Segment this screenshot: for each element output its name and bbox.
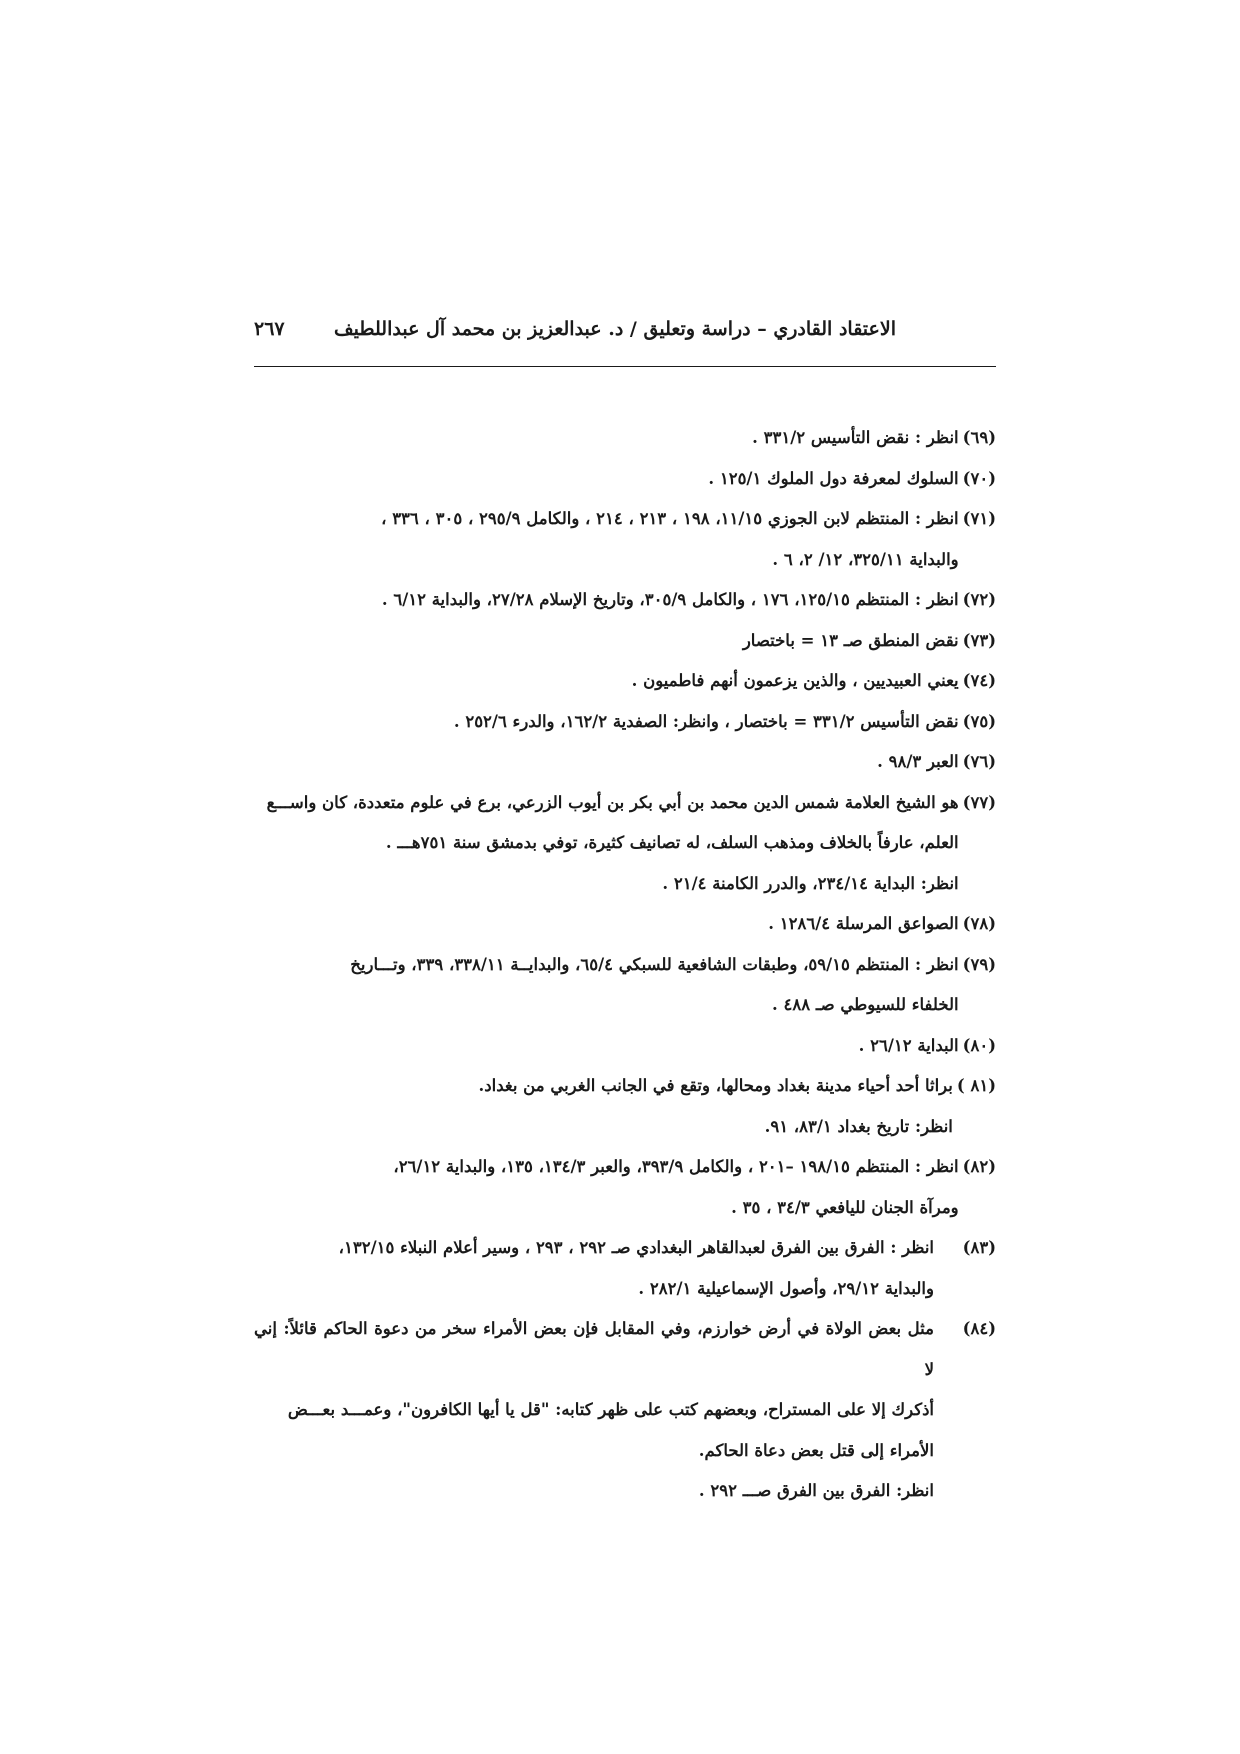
footnote-73 [254,621,996,662]
footnote-69 [254,418,996,459]
page-number: ٢٦٧ [254,318,285,340]
footnote-number: (٧١) [962,509,996,528]
footnote-body [254,621,959,662]
footnote-line: براثا أحد أحياء مدينة بغداد ومحالها، وتقع في الجانب الغربي من بغداد. [478,1076,953,1095]
footnote-line: نقض التأسيس ٣٣١/٢ = باختصار ، وانظر: الصفدية ١٦٢/٢، والدرء ٢٥٢/٦ . [453,711,959,731]
footnote-line: انظر: تاريخ بغداد ٨٣/١، ٩١. [764,1116,953,1136]
footnote-line: انظر : المنتظم ١٩٨/١٥ –٢٠١ ، والكامل ٣٩٣/٩، والعبر ١٣٤/٣، ١٣٥، والبداية ٢٦/١٢، [393,1157,959,1176]
footnote-line: الأمراء إلى قتل بعض دعاة الحاكم. [698,1440,934,1460]
footnote-body [254,783,959,905]
header-rule [254,366,996,367]
footnote-number: (٨٢) [962,1157,996,1176]
footnote-line: العبر ٩٨/٣ . [877,752,959,771]
footnote-line: انظر: الفرق بين الفرق صـــ ٢٩٢ . [698,1481,934,1500]
footnote-line: انظر : المنتظم ٥٩/١٥، وطبقات الشافعية للسبكي ٦٥/٤، والبدايــة ٣٣٨/١١، ٣٣٩، وتـــاريخ [350,954,959,974]
footnote-line: أذكرك إلا على المستراح، وبعضهم كتب على ظهر كتابه: "قل يا أيها الكافرون"، وعمـــد بعـــض [287,1400,934,1419]
footnote-number: (٨١ ) [956,1076,996,1095]
footnote-number: (٧٥) [962,711,996,731]
footnote-76 [254,742,996,783]
footnote-number: (٧٨) [962,914,996,933]
footnote-line: انظر : المنتظم ١٢٥/١٥، ١٧٦ ، والكامل ٣٠٥/٩، وتاريخ الإسلام ٢٧/٢٨، والبداية ٦/١٢ . [381,590,959,609]
footnote-line: الخلفاء للسيوطي صـ ٤٨٨ . [772,995,959,1014]
footnote-number: (٧٤) [962,671,996,690]
footnote-number: (٨٤) [962,1319,996,1338]
footnote-line: والبداية ٣٢٥/١١، ١٢/ ٢، ٦ . [772,549,959,569]
footnote-body [254,1309,934,1512]
footnote-81 [254,1066,996,1147]
footnote-78 [254,904,996,945]
footnote-line: نقض المنطق صـ ١٣ = باختصار [742,630,959,650]
footnote-number: (٧٠) [962,468,996,488]
footnote-body [254,459,959,500]
footnote-75 [254,702,996,743]
footnote-line: البداية ٢٦/١٢ . [858,1035,959,1055]
footnote-79 [254,945,996,1026]
footnote-83 [254,1228,996,1309]
footnote-70 [254,459,996,500]
footnote-line: انظر : الفرق بين الفرق لعبدالقاهر البغدادي صـ ٢٩٢ ، ٢٩٣ ، وسير أعلام النبلاء ١٣٢/١٥، [338,1238,934,1257]
footnote-line: يعني العبيديين ، والذين يزعمون أنهم فاطميون . [631,671,959,690]
footnote-number: (٧٧) [962,792,996,812]
footnote-84 [254,1309,996,1512]
footnote-80 [254,1026,996,1067]
footnote-body [254,580,959,621]
footnote-body [254,1066,953,1147]
footnote-82 [254,1147,996,1228]
footnote-line: ومرآة الجنان لليافعي ٣٤/٣ ، ٣٥ . [731,1197,959,1217]
footnote-line: انظر: البداية ٢٣٤/١٤، والدرر الكامنة ٢١/٤ . [662,873,959,893]
footnote-number: (٦٩) [962,428,996,447]
footnote-line: هو الشيخ العلامة شمس الدين محمد بن أبي بكر بن أيوب الزرعي، برع في علوم متعددة، كان واســـع [266,792,959,812]
footnote-number: (٧٦) [962,752,996,771]
footnote-line: والبداية ٢٩/١٢، وأصول الإسماعيلية ٢٨٢/١ . [638,1278,934,1298]
footnote-body [254,1147,959,1228]
footnote-body [254,499,959,580]
footnote-line: السلوك لمعرفة دول الملوك ١٢٥/١ . [708,468,959,488]
footnote-number: (٧٣) [962,630,996,650]
footnote-line: انظر : المنتظم لابن الجوزي ١١/١٥، ١٩٨ ، ٢١٣ ، ٢١٤ ، والكامل ٢٩٥/٩ ، ٣٠٥ ، ٣٣٦ ، [381,509,959,528]
footnote-74 [254,661,996,702]
running-title: الاعتقاد القادري – دراسة وتعليق / د. عبدالعزيز بن محمد آل عبداللطيف [334,318,896,340]
footnotes-list [254,418,996,1512]
footnote-number: (٨٣) [962,1238,996,1257]
footnote-72 [254,580,996,621]
footnote-body [254,418,959,459]
footnote-body [254,702,959,743]
footnote-line: مثل بعض الولاة في أرض خوارزم، وفي المقابل فإن بعض الأمراء سخر من دعوة الحاكم قائلاً: إني لا [254,1319,934,1379]
footnote-body [254,661,959,702]
footnote-number: (٧٩) [962,954,996,974]
footnote-body [254,945,959,1026]
footnote-number: (٧٢) [962,590,996,609]
footnote-body [254,1228,934,1309]
footnote-77 [254,783,996,905]
footnote-body [254,742,959,783]
footnote-71 [254,499,996,580]
footnote-number: (٨٠) [962,1035,996,1055]
running-header [254,318,996,358]
footnote-line: انظر : نقض التأسيس ٣٣١/٢ . [752,428,959,447]
footnote-body [254,1026,959,1067]
footnote-line: الصواعق المرسلة ١٢٨٦/٤ . [768,914,959,933]
footnote-line: العلم، عارفاً بالخلاف ومذهب السلف، له تصانيف كثيرة، توفي بدمشق سنة ٧٥١هـــ . [385,833,959,852]
footnote-body [254,904,959,945]
